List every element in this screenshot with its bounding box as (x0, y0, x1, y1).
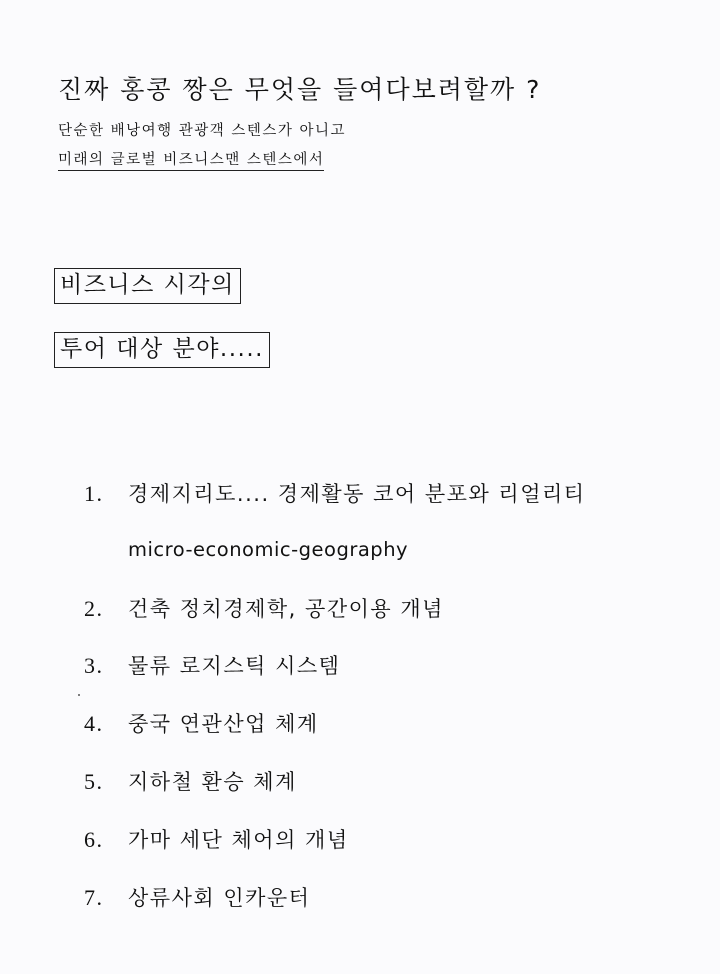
list-item-number: 4. (84, 711, 104, 736)
boxed-heading-line-1: 비즈니스 시각의 (54, 268, 241, 304)
list-item (84, 824, 349, 854)
list-item-text: 경제지리도.... 경제활동 코어 분포와 리얼리티 (128, 482, 586, 506)
boxed-heading-line-2: 투어 대상 분야..... (54, 332, 270, 368)
list-item (84, 593, 444, 623)
list-item-number: 3. (84, 653, 104, 678)
list-item (84, 650, 340, 680)
list-item-text: 물류 로지스틱 시스템 (128, 654, 341, 678)
list-item-subtext: micro-economic-geography (128, 538, 409, 561)
list-item-text: 가마 세단 체어의 개념 (128, 828, 349, 852)
page-title: 진짜 홍콩 짱은 무엇을 들여다보려할까 ? (58, 75, 542, 104)
scan-speck (78, 694, 80, 696)
list-item (84, 478, 586, 508)
list-item-number: 2. (84, 596, 104, 621)
list-item-number: 7. (84, 885, 104, 910)
list-item-number: 5. (84, 769, 104, 794)
list-item-text: 건축 정치경제학, 공간이용 개념 (128, 597, 444, 621)
list-item-number: 6. (84, 827, 104, 852)
list-item-number: 1. (84, 481, 104, 506)
list-item-text: 상류사회 인카운터 (128, 886, 311, 910)
list-item (84, 766, 297, 796)
subtitle-line-2-underlined: 미래의 글로벌 비즈니스맨 스텐스에서 (58, 148, 324, 171)
list-item (84, 708, 319, 738)
list-item-text: 지하철 환승 체계 (128, 770, 297, 794)
list-item (84, 882, 310, 912)
list-item-text: 중국 연관산업 체계 (128, 712, 319, 736)
subtitle-line-1: 단순한 배낭여행 관광객 스텐스가 아니고 (58, 123, 347, 139)
